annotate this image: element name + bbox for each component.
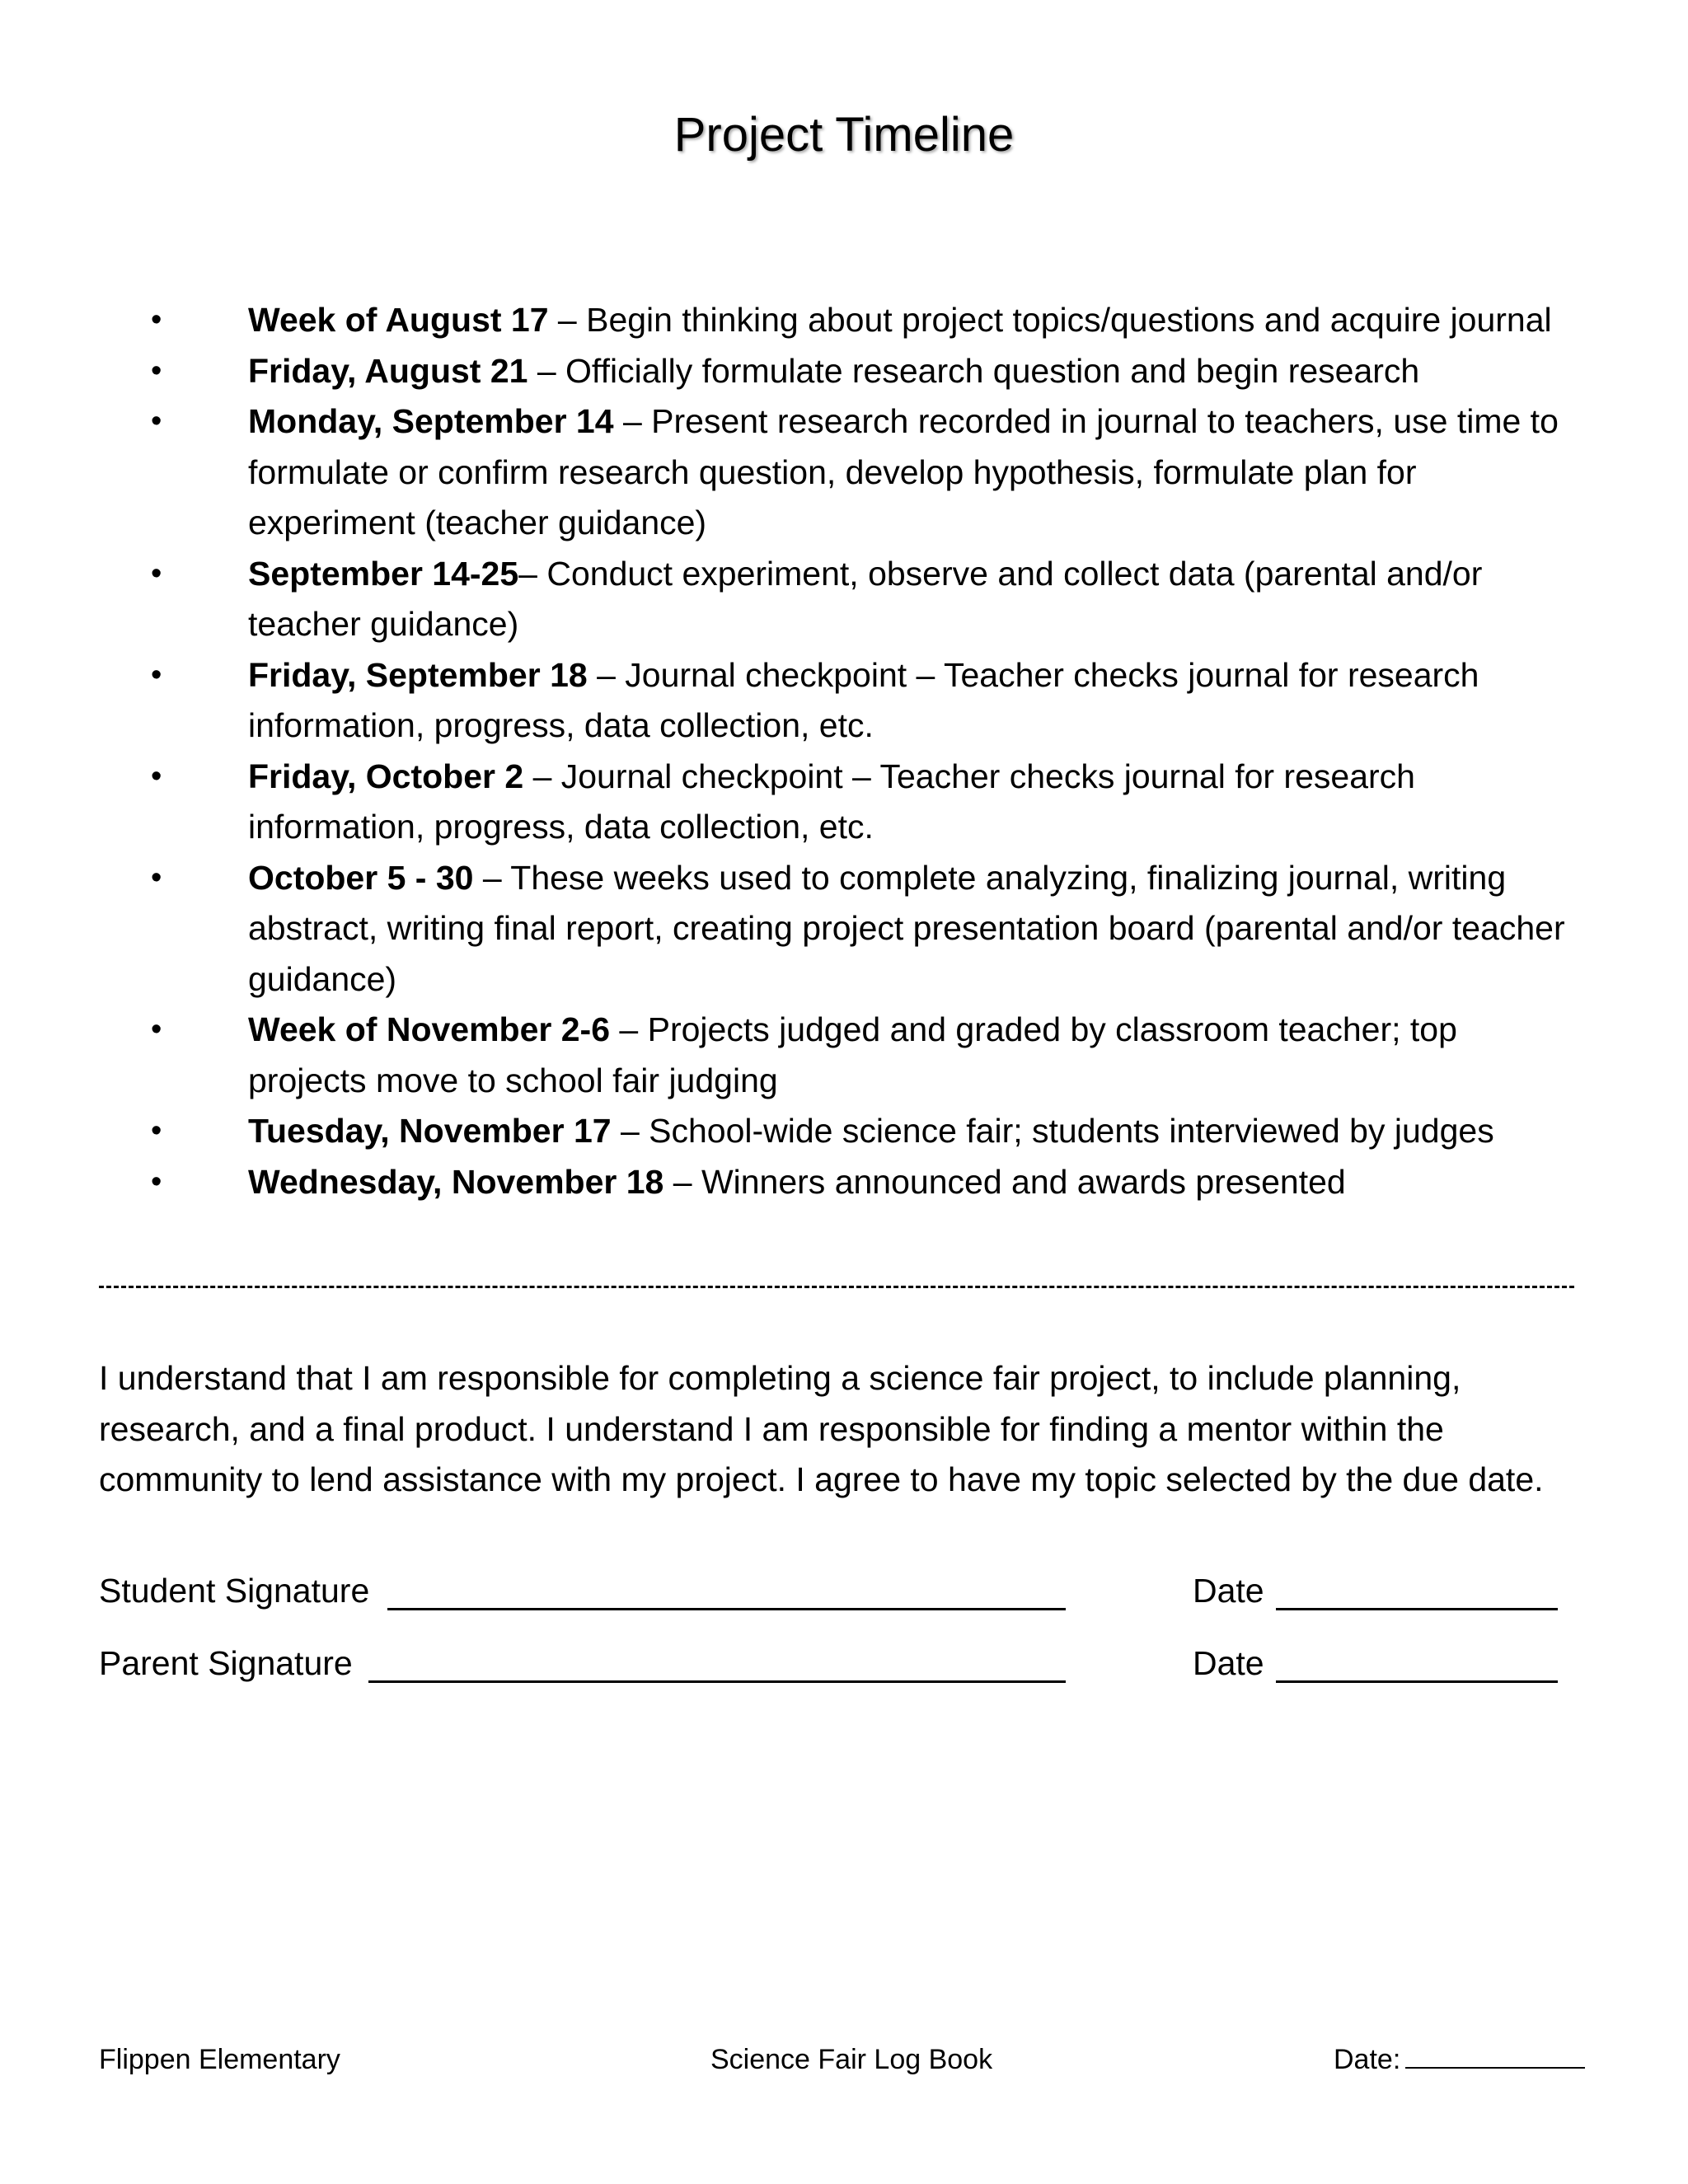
parent-signature-row: [99, 1640, 1574, 1690]
timeline-date: Friday, August 21: [248, 351, 528, 390]
bullet: •: [151, 657, 162, 692]
footer-date: [1334, 2044, 1585, 2076]
timeline-text: – Journal checkpoint – Teacher checks journal for research information, progress, data collection, etc.: [248, 757, 1415, 846]
parent-signature-label: Parent Signature: [99, 1644, 353, 1682]
bullet: •: [151, 860, 162, 895]
timeline-list: [0, 295, 1688, 1207]
parent-date-label: Date: [1193, 1644, 1264, 1682]
timeline-date: Friday, September 18: [248, 655, 588, 694]
footer-date-line[interactable]: [1405, 2067, 1585, 2069]
student-signature-label: Student Signature: [99, 1572, 370, 1610]
timeline-text: – Conduct experiment, observe and collect data (parental and/or teacher guidance): [248, 554, 1483, 643]
page-footer: [99, 2044, 1591, 2085]
timeline-date: Week of November 2-6: [248, 1010, 611, 1048]
timeline-date: Tuesday, November 17: [248, 1112, 612, 1150]
timeline-text: – Officially formulate research question and begin research: [528, 351, 1420, 390]
footer-school: Flippen Elementary: [99, 2044, 340, 2075]
timeline-item: [0, 1005, 1688, 1106]
timeline-text: – These weeks used to complete analyzing, finalizing journal, writing abstract, writing final report, creating project presentation board (parental and/or teacher guidance): [248, 858, 1565, 998]
bullet: •: [151, 404, 162, 438]
bullet: •: [151, 1164, 162, 1199]
timeline-date: September 14-25: [248, 554, 519, 593]
parent-signature-line[interactable]: [368, 1680, 1066, 1683]
timeline-date: Week of August 17: [248, 301, 549, 339]
bullet: •: [151, 302, 162, 337]
timeline-text: – Present research recorded in journal to teachers, use time to formulate or confirm research question, develop hypothesis, formulate plan for experiment (teacher guidance): [248, 402, 1559, 541]
footer-date-label: Date:: [1334, 2044, 1401, 2075]
timeline-text: – Projects judged and graded by classroom teacher; top projects move to school fair judging: [248, 1010, 1457, 1099]
bullet: •: [151, 1113, 162, 1148]
timeline-date: Wednesday, November 18: [248, 1162, 664, 1201]
timeline-item: [0, 396, 1688, 549]
timeline-text: – Winners announced and awards presented: [663, 1162, 1346, 1201]
student-date-label: Date: [1193, 1572, 1264, 1610]
parent-date-line[interactable]: [1276, 1680, 1558, 1683]
student-date-line[interactable]: [1276, 1608, 1558, 1610]
timeline-item: [0, 549, 1688, 650]
agreement-text: I understand that I am responsible for completing a science fair project, to include planning, research, and a final product. I understand I am responsible for finding a mentor within the community to lend assistance with my project. I agree to have my topic selected by the due date.: [99, 1359, 1544, 1498]
timeline-item: [0, 752, 1688, 853]
timeline-item: [0, 346, 1688, 397]
timeline-date: Friday, October 2: [248, 757, 524, 795]
page-title: Project Timeline: [673, 108, 1015, 162]
student-signature-line[interactable]: [387, 1608, 1066, 1610]
bullet: •: [151, 353, 162, 388]
bullet: •: [151, 758, 162, 794]
timeline-date: October 5 - 30: [248, 858, 474, 897]
timeline-item: [0, 1106, 1688, 1157]
timeline-item: [0, 295, 1688, 346]
timeline-item: [0, 853, 1688, 1005]
dashed-separator: [99, 1286, 1574, 1288]
timeline-text: – Journal checkpoint – Teacher checks journal for research information, progress, data collection, etc.: [248, 655, 1479, 744]
footer-book-title: Science Fair Log Book: [710, 2044, 993, 2075]
timeline-text: – School-wide science fair; students interviewed by judges: [611, 1112, 1494, 1150]
timeline-text: – Begin thinking about project topics/questions and acquire journal: [548, 301, 1552, 339]
timeline-item: [0, 1157, 1688, 1208]
bullet: •: [151, 1012, 162, 1047]
bullet: •: [151, 555, 162, 591]
student-signature-row: [99, 1568, 1574, 1617]
timeline-date: Monday, September 14: [248, 402, 614, 440]
timeline-item: [0, 650, 1688, 752]
